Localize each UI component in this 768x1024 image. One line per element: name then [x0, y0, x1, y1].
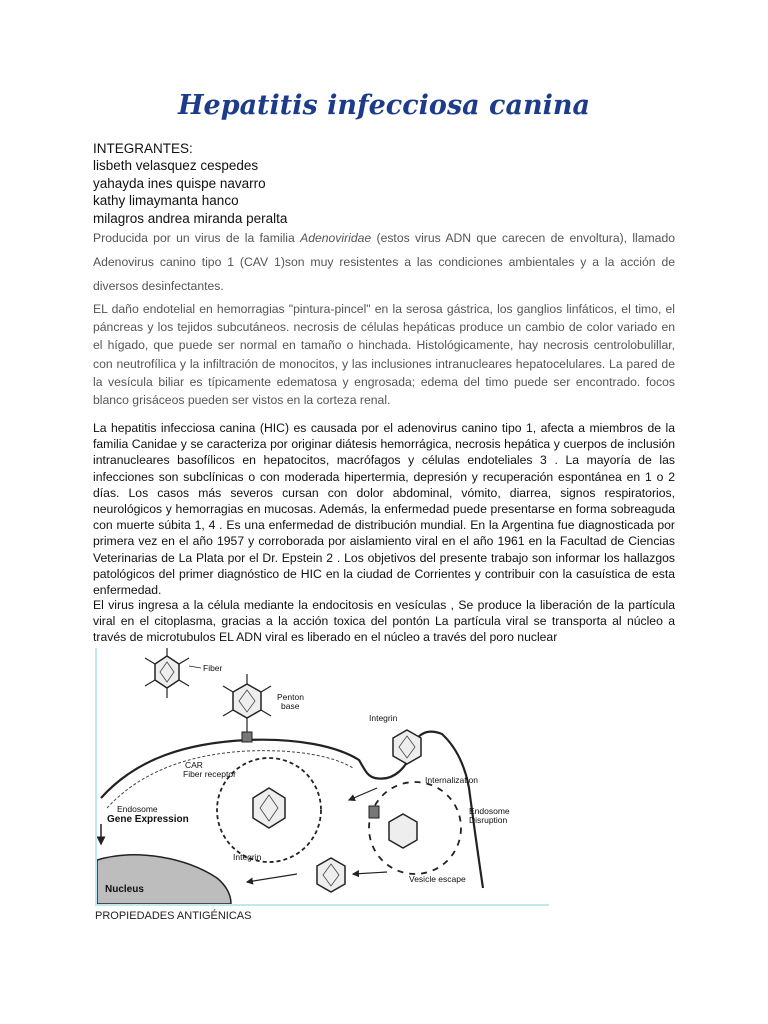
lesions-paragraph: EL daño endotelial en hemorragias "pintura-pincel" en la serosa gástrica, los ganglios linfáticos, el timo, el páncreas y los tejidos subcutáneos. necrosis de células hepáticas produce un cambio de color variado en el hígado, que puede ser normal en tamaño o hinchada. Histológicamente, hay necrosis centrolobulillar, con neutrofílica y la infiltración de monocitos, y las inclusiones intranucleares hepatocelulares. La pared de la vesícula biliar es típicamente edematosa y engrosada; edema del timo puede ser encontrado. focos blanco grisáceos pueden ser vistos en la corteza renal. — [93, 302, 675, 408]
label-penton-1: Penton — [277, 692, 304, 702]
document-title: Hepatitis infecciosa canina — [178, 90, 590, 121]
family-name: Adenoviridae — [300, 231, 372, 245]
member-name: lisbeth velasquez cespedes — [93, 158, 259, 174]
label-penton-2: base — [281, 701, 300, 711]
label-fiber: Fiber — [203, 663, 223, 673]
label-integrin-bottom: Integrin — [233, 852, 262, 862]
member-name: kathy limaymanta hanco — [93, 193, 239, 209]
label-disruption-2: Disruption — [469, 815, 508, 825]
hic-paragraph: La hepatitis infecciosa canina (HIC) es causada por el adenovirus canino tipo 1, afecta a miembros de la familia Canidae y se caracteriza por originar diátesis hemorrágica, necrosis hepática y cuerpos de inclusión intranucleares basofílicos en hepatocitos, macrófagos y células endoteliales 3 . La mayoría de las infecciones son subclínicas o con moderada hipertermia, depresión y recuperación espontánea en 1 o 2 días. Los casos más severos cursan con dolor abdominal, vómito, diarrea, signos respiratorios, neurológicos y hemorragias en mucosas. Además, la enfermedad puede presentarse en forma sobreaguda con muerte súbita 1, 4 . Es una enfermedad de distribución mundial. En la Argentina fue diagnosticada por primera vez en el año 1957 y corroborada por aislamiento viral en el año 1961 en la Facultad de Ciencias Veterinarias de La Plata por el Dr. Epstein 2 . Los objetivos del presente trabajo son informar los hallazgos patológicos del primer diagnóstico de HIC en la ciudad de Corrientes y contribuir con la casuística de esta enfermedad. — [93, 421, 675, 598]
member-name: milagros andrea miranda peralta — [93, 210, 288, 226]
label-internalization: Internalization — [425, 775, 478, 785]
intro-paragraph: Producida por un virus de la familia Adenoviridae (estos virus ADN que carecen de envoltura), llamado Adenovirus canino tipo 1 (CAV 1)son muy resistentes a las condiciones ambientales y a la acción de diversos desinfectantes. — [93, 231, 676, 293]
section-caption: PROPIEDADES ANTIGÉNICAS — [95, 910, 252, 922]
label-endosome: Endosome — [117, 804, 158, 814]
label-integrin-top: Integrin — [369, 713, 398, 723]
binding-virus-icon — [223, 674, 271, 742]
label-disruption-1: Endosome — [469, 806, 510, 816]
adenovirus-entry-diagram — [95, 648, 549, 906]
label-gene-expression: Gene Expression — [107, 814, 189, 825]
infection-paragraph: El virus ingresa a la célula mediante la endocitosis en vesículas , Se produce la liberación de la partícula viral en el citoplasma, gracias a la acción toxica del pontón La partícula viral se transporta al núcleo a través de microtubulos EL ADN viral es liberado en el núcleo a través del poro nuclear — [93, 598, 675, 645]
members-heading: INTEGRANTES: — [93, 141, 193, 156]
nucleus — [97, 855, 231, 904]
endosome-virus-icon — [253, 788, 285, 828]
virus-particle-icon — [145, 648, 189, 698]
escaping-virus-icon — [389, 814, 417, 848]
label-nucleus: Nucleus — [105, 884, 144, 895]
label-car: CAR — [185, 760, 203, 770]
member-name: yahayda ines quispe navarro — [93, 175, 266, 191]
cytoplasm-virus-icon — [317, 858, 345, 892]
internalizing-virus-icon — [393, 730, 421, 764]
members-block — [93, 140, 287, 227]
label-fiber-receptor: Fiber receptor — [183, 769, 236, 779]
label-vesicle-escape: Vesicle escape — [409, 874, 466, 884]
